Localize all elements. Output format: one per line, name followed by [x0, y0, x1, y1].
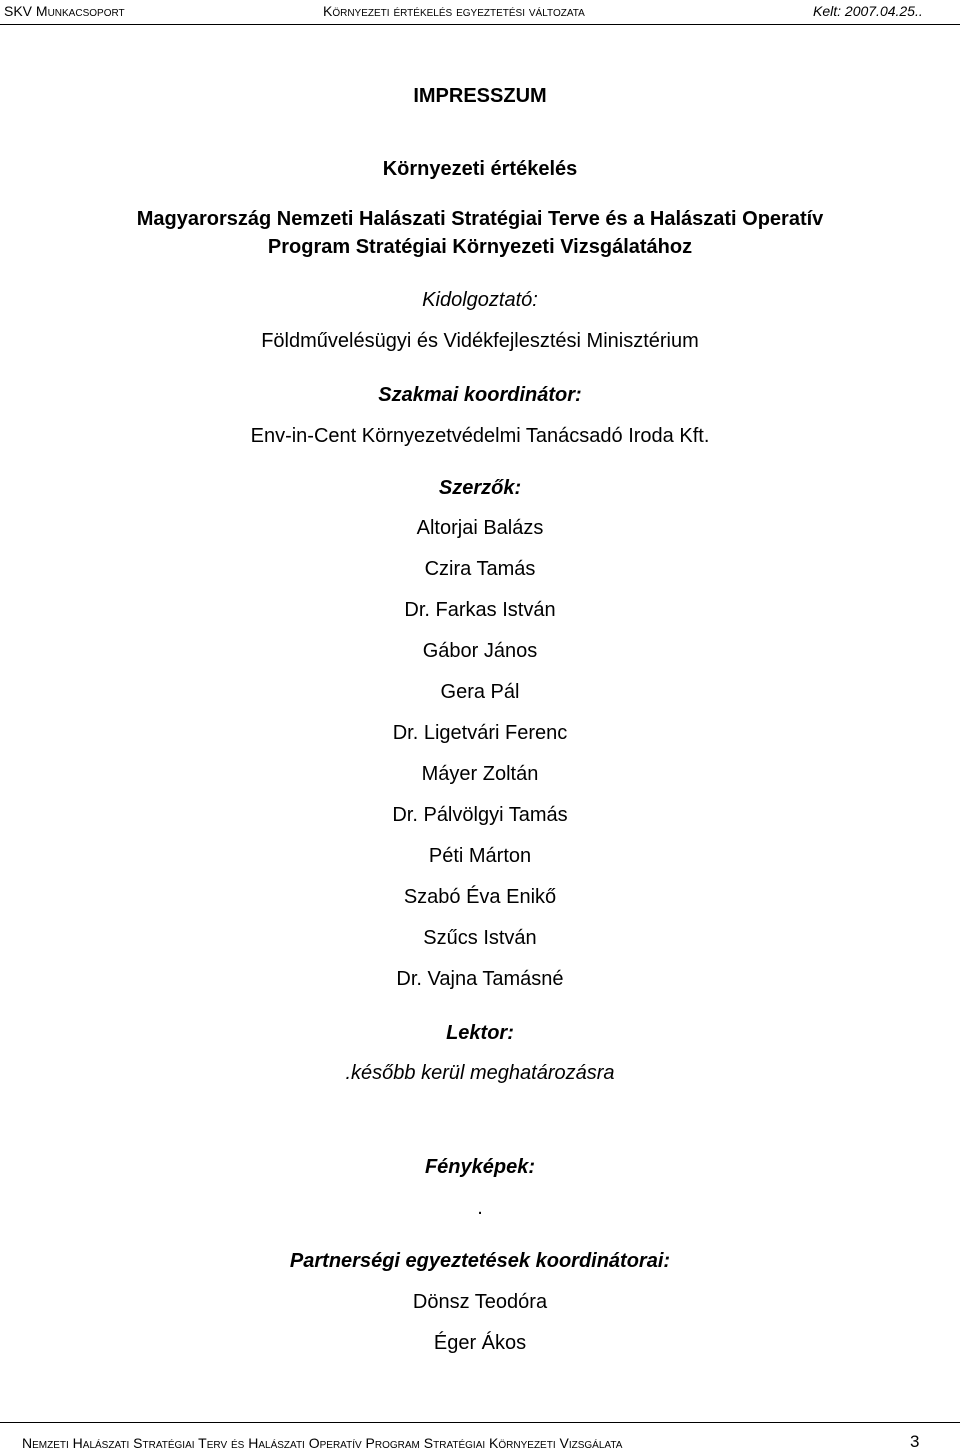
author-name: Dr. Farkas István — [404, 599, 556, 621]
lector-label: Lektor: — [446, 1022, 514, 1044]
partnership-coordinator: Éger Ákos — [433, 1332, 527, 1354]
author-name: Gábor János — [422, 640, 538, 662]
author-name: Gera Pál — [440, 681, 520, 703]
page-header — [0, 0, 960, 25]
author-name: Dr. Vajna Tamásné — [396, 968, 564, 990]
footer-document-title: Nemzeti Halászati Stratégiai Terv és Halászati Operatív Program Stratégiai Környezeti Vizsgálata — [22, 1435, 623, 1451]
author-name: Szűcs István — [423, 927, 537, 949]
author-name: Altorjai Balázs — [416, 517, 544, 539]
author-name: Szabó Éva Enikő — [403, 886, 557, 908]
document-subtitle: Környezeti értékelés — [382, 158, 578, 180]
prepared-by-label: Kidolgoztató: — [422, 289, 538, 311]
document-title-line-2: Program Stratégiai Környezeti Vizsgálatához — [267, 236, 693, 258]
document-title-line-1: Magyarország Nemzeti Halászati Stratégiai Terve és a Halászati Operatív — [136, 208, 824, 230]
authors-label: Szerzők: — [438, 477, 522, 499]
partnership-coordinator: Dönsz Teodóra — [412, 1291, 548, 1313]
page-footer — [0, 1422, 960, 1456]
author-name: Dr. Ligetvári Ferenc — [392, 722, 568, 744]
author-name: Czira Tamás — [424, 558, 536, 580]
photos-value: . — [477, 1197, 483, 1219]
author-name: Péti Márton — [428, 845, 532, 867]
author-name: Dr. Pálvölgyi Tamás — [392, 804, 568, 826]
partnership-label: Partnerségi egyeztetések koordinátorai: — [289, 1250, 671, 1272]
photos-label: Fényképek: — [424, 1156, 536, 1178]
prepared-by-value: Földművelésügyi és Vidékfejlesztési Minisztérium — [261, 330, 699, 352]
impresszum-heading: IMPRESSZUM — [413, 85, 547, 107]
lector-value: .később kerül meghatározásra — [345, 1062, 615, 1084]
header-document-title: Környezeti értékelés egyeztetési változata — [323, 3, 585, 19]
header-organization: SKV Munkacsoport — [4, 3, 125, 19]
page-number: 3 — [910, 1432, 920, 1451]
author-name: Máyer Zoltán — [421, 763, 539, 785]
coordinator-value: Env-in-Cent Környezetvédelmi Tanácsadó Iroda Kft. — [250, 425, 710, 447]
coordinator-label: Szakmai koordinátor: — [378, 384, 582, 406]
header-date: Kelt: 2007.04.25.. — [813, 3, 923, 19]
